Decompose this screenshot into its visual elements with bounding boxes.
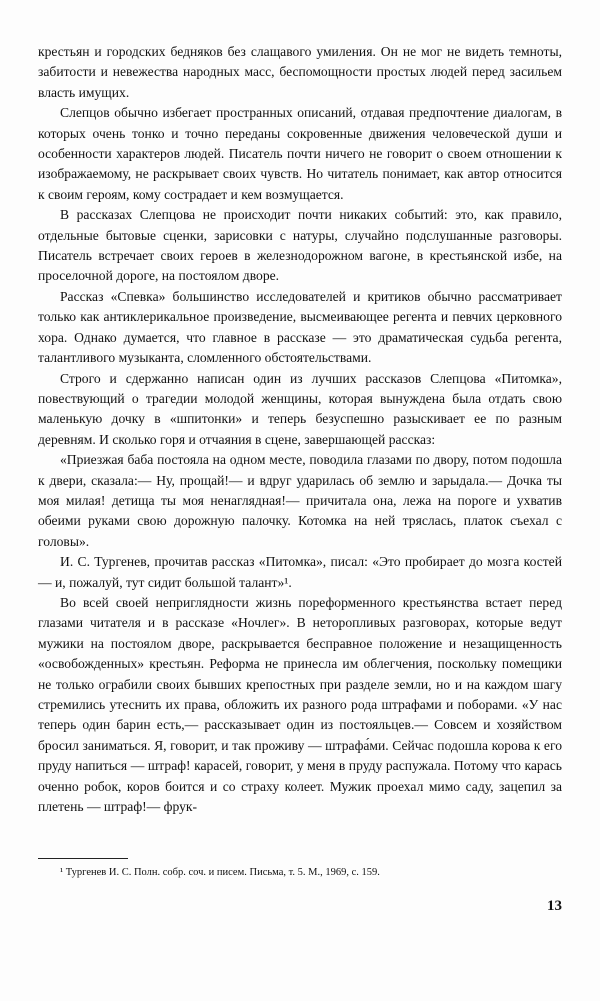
footnote-divider <box>38 858 128 859</box>
page-number: 13 <box>547 898 562 914</box>
paragraph-turgenev: И. С. Тургенев, прочитав рассказ «Питомка», писал: «Это пробирает до мозга костей — и, пожалуй, тут сидит большой талант»¹. <box>38 554 562 590</box>
paragraph-events: В рассказах Слепцова не происходит почти никаких событий: это, как правило, отдельные бытовые сценки, зарисовки с натуры, случайно подслушанные разговоры. Писатель встречает своих героев в железнодорожном вагоне, в крестьянской избе, на проселочной дороге, на постоялом дворе. <box>38 207 562 284</box>
paragraph-quote: «Приезжая баба постояла на одном месте, поводила глазами по двору, потом подошла к двери, сказала:— Ну, прощай!— и вдруг ударилась об землю и зарыдала.— Дочка ты моя милая! детища ты моя ненаглядная!— причитала она, лежа на пороге и ухватив обеими руками свою дорожную палочку. Котомка на ней тряслась, платок съехал с головы». <box>38 452 562 549</box>
paragraph-nochleg: Во всей своей неприглядности жизнь пореформенного крестьянства встает перед глазами читателя и в рассказе «Ночлег». В неторопливых разговорах, которые ведут мужики на постоялом дворе, раскрывается бесправное положение и незащищенность «освобожденных» крестьян. Реформа не принесла им облегчения, поскольку помещики не только ограбили своих бывших крепостных при разделе земли, но и на каждом шагу стремились утеснить их права, обложить их разного рода штрафами и поборами. «У нас теперь один барин есть,— рассказывает один из постояльцев.— Совсем и хозяйством бросил заниматься. Я, говорит, и так проживу — штрафа́ми. Сейчас подошла корова к его пруду напиться — штраф! карасей, говорит, у меня в пруду распужала. Потому что карась оченно робок, коров боится и со страху колеет. Мужик проехал мимо саду, зацепил за плетень — штраф!— фрук- <box>38 594 562 815</box>
paragraph-dialogues: Слепцов обычно избегает пространных описаний, отдавая предпочтение диалогам, в которых очень тонко и точно переданы сокровенные движения человеческой души и особенности характеров людей. Писатель почти ничего не говорит о своем отношении к изображаемому, не раскрывает своих чувств. Но читатель понимает, как автор относится к своим героям, кому сострадает и кем возмущается. <box>38 105 562 202</box>
footnote: ¹ Тургенев И. С. Полн. собр. соч. и писем. Письма, т. 5. М., 1969, с. 159. <box>60 867 380 878</box>
paragraph-pitomka: Строго и сдержанно написан один из лучших рассказов Слепцова «Питомка», повествующий о трагедии молодой женщины, которая вынуждена была отдать свою маленькую дочку в «шпитонки» и теперь безуспешно разыскивает ее по разным деревням. И сколько горя и отчаяния в сцене, завершающей рассказ: <box>38 370 562 447</box>
paragraph-spevka: Рассказ «Спевка» большинство исследователей и критиков обычно рассматривает только как антиклерикальное произведение, высмеивающее регента и певчих церковного хора. Однако думается, что главное в рассказе — это драматическая судьба регента, талантливого музыканта, сломленного обстоятельствами. <box>38 288 562 366</box>
paragraph-continuation: крестьян и городских бедняков без слащавого умиления. Он не мог не видеть темноты, забитости и невежества народных масс, беспомощности простых людей перед засильем власть имущих. <box>38 44 562 100</box>
main-text <box>38 42 562 817</box>
